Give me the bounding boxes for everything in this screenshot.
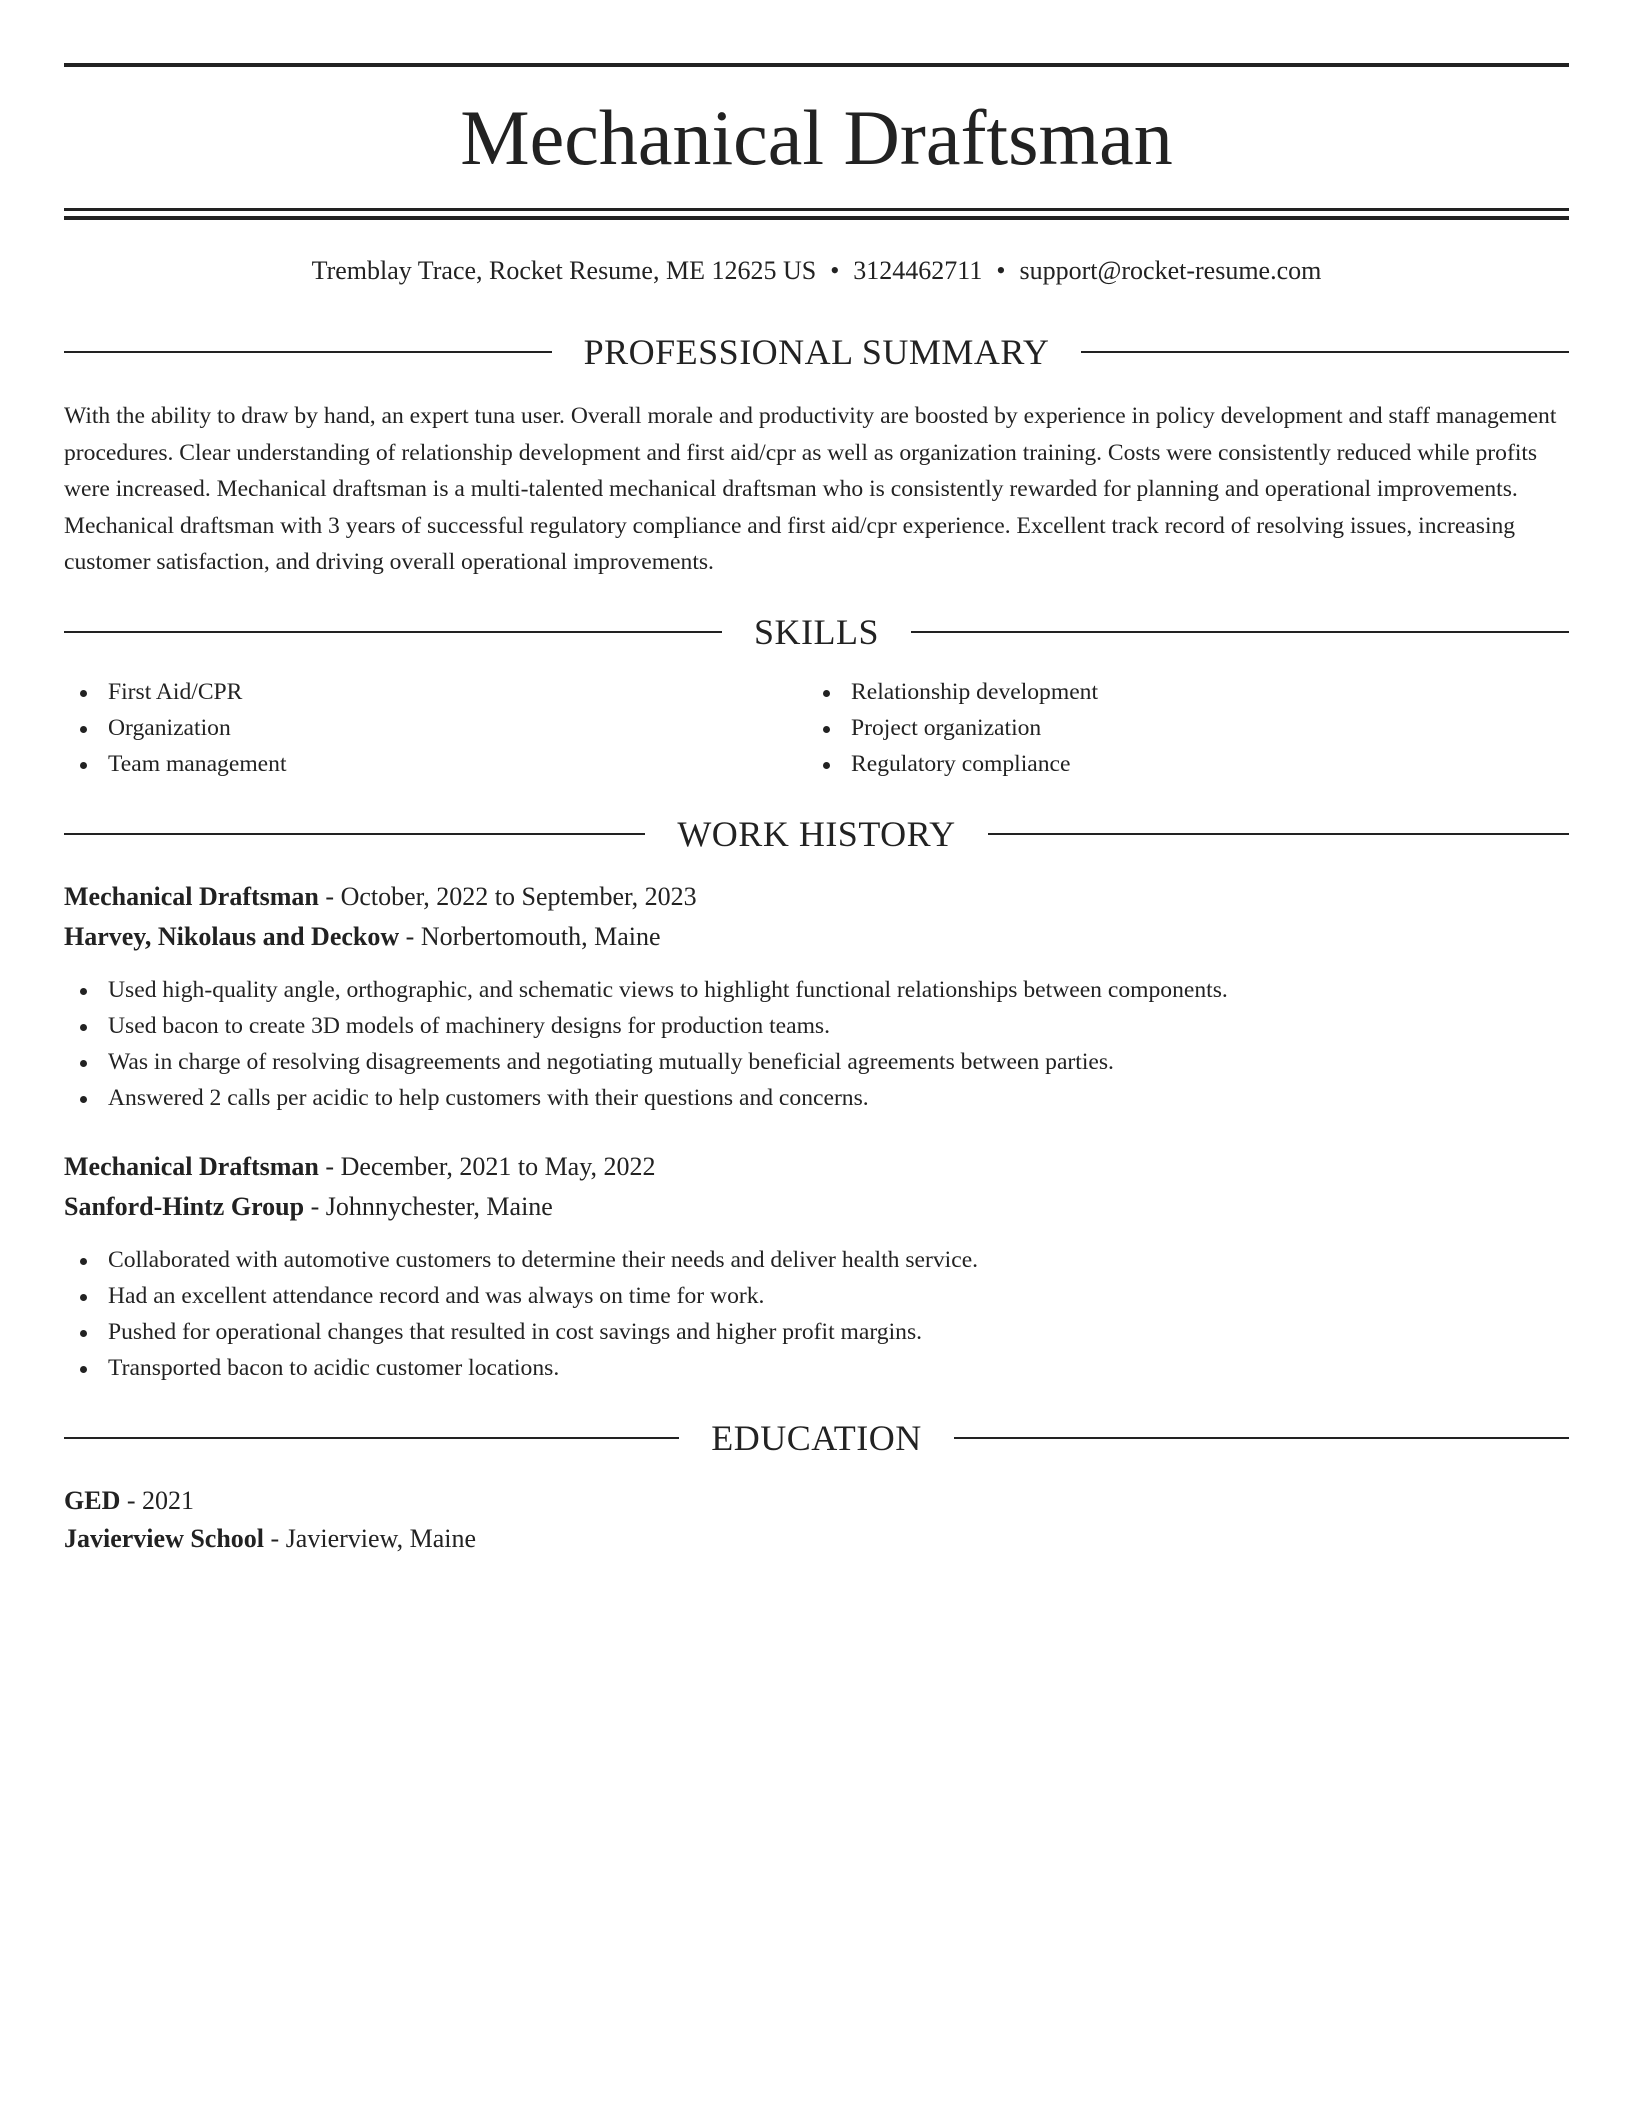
education-degree-line bbox=[64, 1482, 1569, 1520]
education-year: - 2021 bbox=[120, 1486, 195, 1515]
summary-section-header bbox=[64, 330, 1569, 374]
section-rule-right bbox=[988, 833, 1569, 835]
education-section-header bbox=[64, 1416, 1569, 1460]
job-bullet: Pushed for operational changes that resulted in cost savings and higher profit margins. bbox=[64, 1314, 1569, 1350]
summary-heading: PROFESSIONAL SUMMARY bbox=[583, 332, 1050, 372]
skill-item: First Aid/CPR bbox=[64, 674, 287, 710]
header-rule-upper bbox=[64, 208, 1569, 211]
top-rule bbox=[64, 63, 1569, 67]
education-heading: EDUCATION bbox=[711, 1418, 922, 1458]
resume-name: Mechanical Draftsman bbox=[460, 94, 1173, 181]
education-location: - Javierview, Maine bbox=[264, 1524, 477, 1553]
education-school-line bbox=[64, 1520, 1569, 1558]
skill-item: Team management bbox=[64, 746, 287, 782]
job-bullet: Collaborated with automotive customers to determine their needs and deliver health service. bbox=[64, 1242, 1569, 1278]
skills-list-left bbox=[64, 674, 287, 782]
job-bullet: Used bacon to create 3D models of machinery designs for production teams. bbox=[64, 1008, 1569, 1044]
skills-section-header bbox=[64, 610, 1569, 654]
skill-item: Project organization bbox=[807, 710, 1098, 746]
job-bullet: Transported bacon to acidic customer locations. bbox=[64, 1350, 1569, 1386]
work-section-header bbox=[64, 812, 1569, 856]
section-rule-left bbox=[64, 833, 645, 835]
contact-address: Tremblay Trace, Rocket Resume, ME 12625 US bbox=[311, 256, 817, 285]
job-title-line bbox=[64, 878, 1569, 916]
skill-item: Regulatory compliance bbox=[807, 746, 1098, 782]
job-dates: - October, 2022 to September, 2023 bbox=[318, 882, 697, 911]
contact-separator: • bbox=[830, 256, 840, 285]
job-location: - Johnnychester, Maine bbox=[304, 1192, 553, 1221]
job-company-line bbox=[64, 1188, 1569, 1226]
header-rule-lower bbox=[64, 216, 1569, 220]
contact-separator: • bbox=[996, 256, 1006, 285]
skills-list-right bbox=[807, 674, 1098, 782]
job-bullets bbox=[64, 1242, 1569, 1386]
job-bullet: Had an excellent attendance record and was always on time for work. bbox=[64, 1278, 1569, 1314]
job-bullets bbox=[64, 972, 1569, 1116]
job-company: Harvey, Nikolaus and Deckow bbox=[64, 922, 400, 951]
job-company-line bbox=[64, 918, 1569, 956]
work-heading: WORK HISTORY bbox=[677, 814, 956, 854]
summary-text: With the ability to draw by hand, an expert tuna user. Overall morale and productivity are boosted by experience in policy development and staff management procedures. Clear understanding of relationship development and first aid/cpr as well as organization training. Costs were consistently reduced while profits were increased. Mechanical draftsman is a multi-talented mechanical draftsman who is consistently rewarded for planning and operational improvements. Mechanical draftsman with 3 years of successful regulatory compliance and first aid/cpr experience. Excellent track record of resolving issues, increasing customer satisfaction, and driving overall operational improvements. bbox=[64, 403, 1557, 575]
section-rule-left bbox=[64, 631, 722, 633]
contact-email: support@rocket-resume.com bbox=[1019, 256, 1322, 285]
section-rule-right bbox=[954, 1437, 1569, 1439]
education-school: Javierview School bbox=[64, 1524, 265, 1553]
contact-line bbox=[64, 252, 1569, 290]
job-bullet: Used high-quality angle, orthographic, and schematic views to highlight functional relationships between components. bbox=[64, 972, 1569, 1008]
section-rule-right bbox=[1081, 351, 1569, 353]
section-rule-right bbox=[911, 631, 1569, 633]
skill-item: Organization bbox=[64, 710, 287, 746]
contact-phone: 3124462711 bbox=[853, 256, 983, 285]
job-dates: - December, 2021 to May, 2022 bbox=[318, 1152, 656, 1181]
section-rule-left bbox=[64, 1437, 679, 1439]
skills-heading: SKILLS bbox=[754, 612, 880, 652]
education-degree: GED bbox=[64, 1486, 121, 1515]
job-title: Mechanical Draftsman bbox=[64, 882, 319, 911]
job-company: Sanford-Hintz Group bbox=[64, 1192, 305, 1221]
skill-item: Relationship development bbox=[807, 674, 1098, 710]
job-title-line bbox=[64, 1148, 1569, 1186]
job-bullet: Answered 2 calls per acidic to help customers with their questions and concerns. bbox=[64, 1080, 1569, 1116]
job-title: Mechanical Draftsman bbox=[64, 1152, 319, 1181]
section-rule-left bbox=[64, 351, 552, 353]
job-bullet: Was in charge of resolving disagreements and negotiating mutually beneficial agreements between parties. bbox=[64, 1044, 1569, 1080]
job-location: - Norbertomouth, Maine bbox=[399, 922, 661, 951]
